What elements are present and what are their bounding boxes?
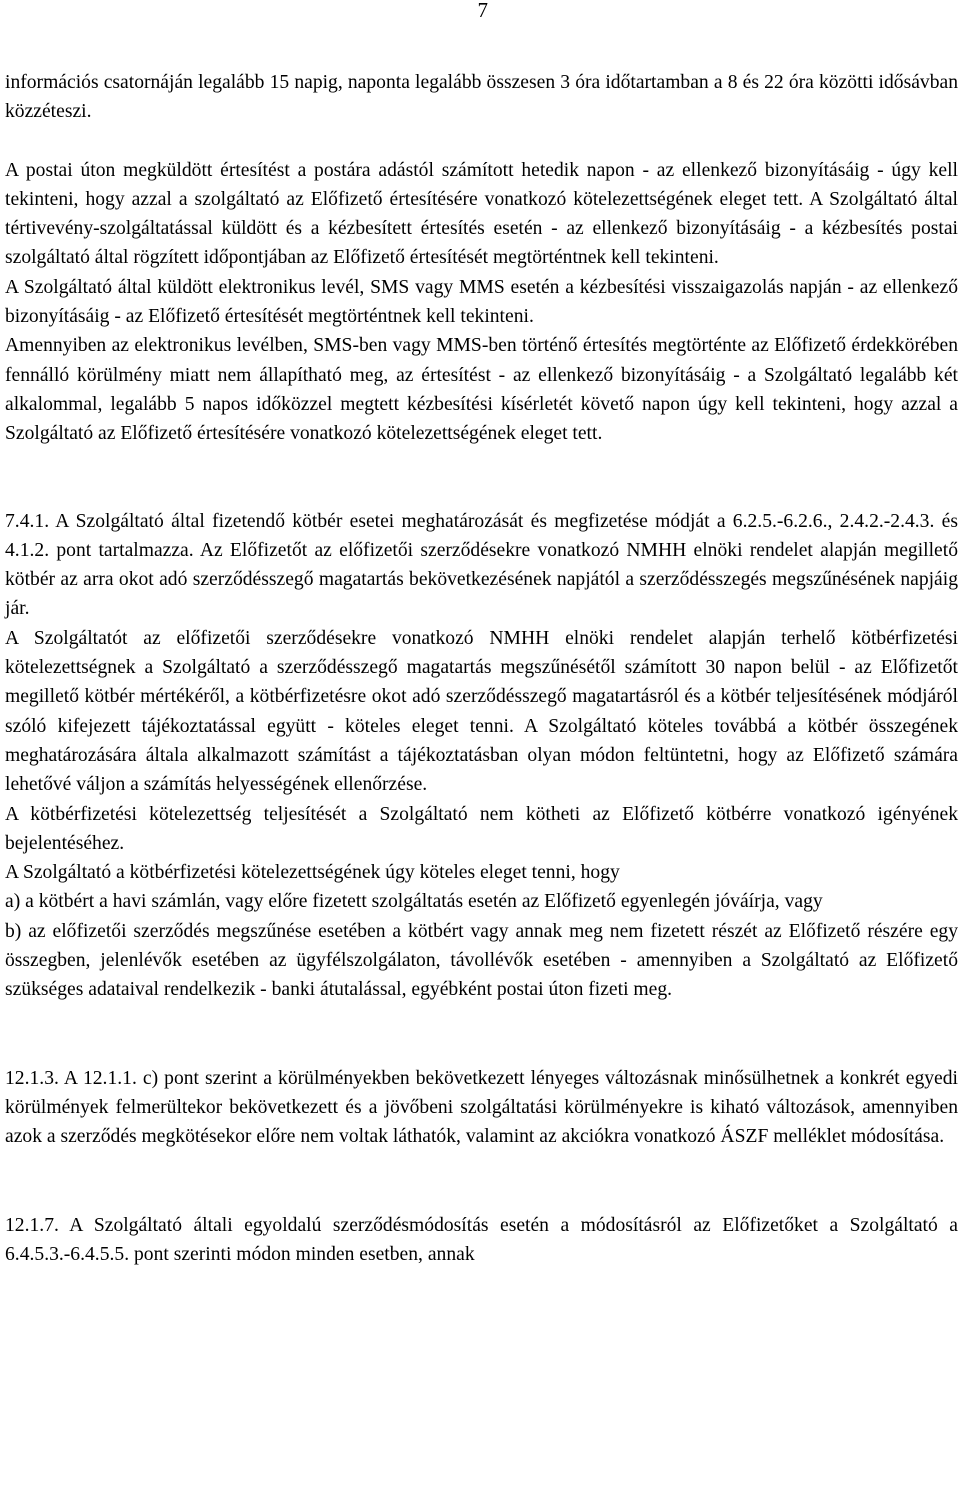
paragraph-penalty-claim: A kötbérfizetési kötelezettség teljesítését a Szolgáltató nem kötheti az Előfizető kötbérre vonatkozó igényének bejelentéséhez. [5,803,958,854]
document-body [5,68,958,1269]
paragraph-spacer [5,127,958,156]
list-item-a: a) a kötbért a havi számlán, vagy előre fizetett szolgáltatás esetén az Előfizető egyenlegén jóváírja, vagy [5,891,823,913]
paragraph-spacer [5,449,958,507]
page-number: 7 [477,0,488,22]
paragraph-postal-notice: A postai úton megküldött értesítést a postára adástól számított hetedik napon - az ellenkező bizonyításáig - úgy kell tekinteni, hogy azzal a szolgáltató az Előfizető értesítésére vonatkozó kötelezettségének eleget tett. A Szolgáltató által tértivevény-szolgáltatással küldött és a kézbesített értesítés esetén - az ellenkező bizonyításáig - a kézbesítés postai szolgáltató által rögzített időpontjában az Előfizető értesítését megtörténtnek kell tekinteni. [5,159,958,269]
paragraph-section-7-4-1: 7.4.1. A Szolgáltató által fizetendő kötbér esetei meghatározását és megfizetése módját a 6.2.5.-6.2.6., 2.4.2.-2.4.3. és 4.1.2. pont tartalmazza. Az Előfizetőt az előfizetői szerződésekre vonatkozó NMHH elnöki rendelet alapján megillető kötbér az arra okot adó szerződésszegő magatartás bekövetkezésének napjától a szerződésszegés megszűnésének napjáig jár. [5,510,958,620]
paragraph-section-12-1-3: 12.1.3. A 12.1.1. c) pont szerint a körülményekben bekövetkezett lényeges változásnak minősülhetnek a konkrét egyedi körülmények felmerültekor bekövetkezett és a jövőbeni szolgáltatási körülményekre is kiható változások, amennyiben azok a szerződés megkötésekor előre nem voltak láthatók, valamint az akciókra vonatkozó ÁSZF melléklet módosítása. [5,1067,958,1148]
paragraph-electronic-notice: A Szolgáltató által küldött elektronikus levél, SMS vagy MMS esetén a kézbesítési visszaigazolás napján - az ellenkező bizonyításáig - az Előfizető értesítését megtörténtnek kell tekinteni. [5,276,958,328]
paragraph-penalty-method-intro: A Szolgáltató a kötbérfizetési kötelezettségének úgy köteles eleget tenni, hogy [5,862,620,884]
paragraph-spacer [5,1005,958,1064]
paragraph-spacer [5,1152,958,1211]
list-item-b: b) az előfizetői szerződés megszűnése esetében a kötbért vagy annak meg nem fizetett részét az Előfizető részére egy összegben, jelenlévők esetében az ügyfélszolgálaton, távollévők esetében - amennyiben a Szolgáltató az Előfizető szükséges adataival rendelkezik - banki átutalással, egyébként postai úton fizeti meg. [5,920,958,1001]
paragraph-section-12-1-7: 12.1.7. A Szolgáltató általi egyoldalú szerződésmódosítás esetén a módosításról az Előfizetőket a Szolgáltató a 6.4.5.3.-6.4.5.5. pont szerinti módon minden esetben, annak [5,1214,958,1265]
paragraph-publication-period: információs csatornáján legalább 15 napig, naponta legalább összesen 3 óra időtartamban a 8 és 22 óra közötti idősávban közzéteszi. [5,72,958,123]
paragraph-penalty-obligation: A Szolgáltatót az előfizetői szerződésekre vonatkozó NMHH elnöki rendelet alapján terhelő kötbérfizetési kötelezettségnek a Szolgáltató a szerződésszegő magatartás megszűnésétől számított 30 napon belül - az Előfizetőt megillető kötbér mértékéről, a kötbérfizetésre okot adó szerződésszegő magatartásról és a kötbér teljesítésének módjáról szóló kifejezett tájékoztatással együtt - köteles eleget tenni. A Szolgáltató köteles továbbá a kötbér összegének meghatározására általa alkalmazott számítást a tájékoztatásban olyan módon feltüntetni, hogy az Előfizető számára lehetővé váljon a számítás helyességének ellenőrzése. [5,627,958,796]
paragraph-failed-electronic-notice: Amennyiben az elektronikus levélben, SMS-ben vagy MMS-ben történő értesítés megtörténte az Előfizető érdekkörében fennálló körülmény miatt nem állapítható meg, az értesítést - az ellenkező bizonyításáig - a Szolgáltató legalább két alkalommal, legalább 5 napos időközzel megtett kézbesítési kísérletét követő napon úgy kell tekinteni, hogy azzal a Szolgáltató az Előfizető értesítésére vonatkozó kötelezettségének eleget tett. [5,335,958,445]
